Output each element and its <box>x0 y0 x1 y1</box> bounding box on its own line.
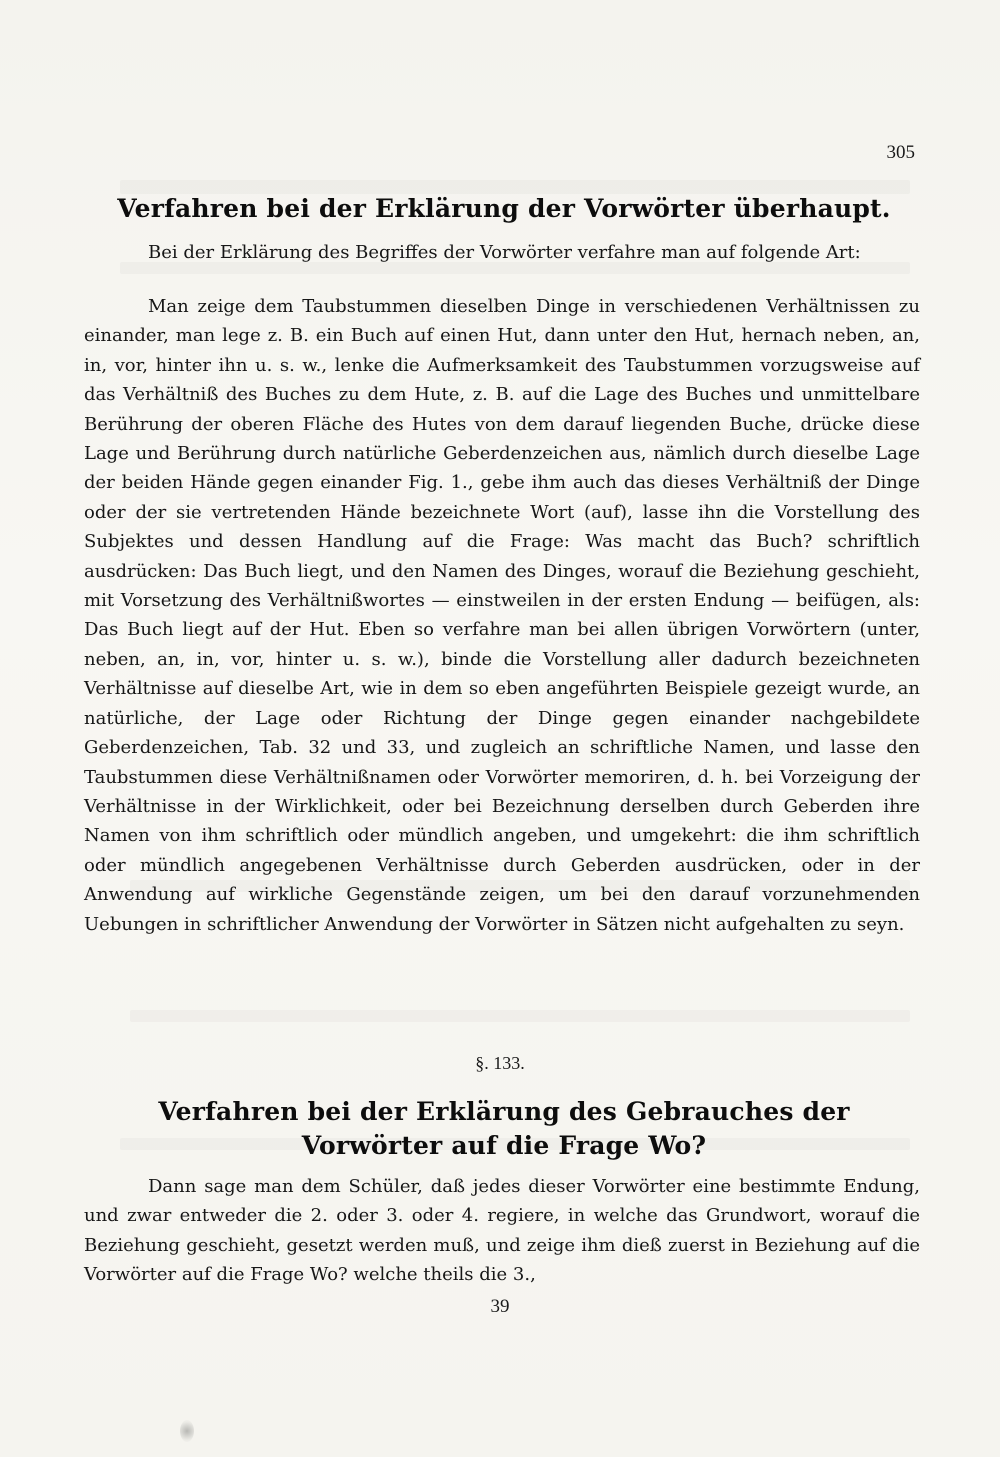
paragraph-continuation <box>84 1172 920 1290</box>
paragraph-text: Dann sage man dem Schüler, daß jedes dieser Vorwörter eine bestimmte Endung, und zwar entweder die 2. oder 3. oder 4. regiere, in welche das Grundwort, worauf die Beziehung geschieht, gesetzt werden muß, und zeige ihm dieß zuerst in Beziehung auf die Vorwörter auf die Frage Wo? welche theils die 3., <box>84 1176 920 1286</box>
paragraph-intro <box>84 238 920 267</box>
paragraph-main <box>84 292 920 939</box>
paragraph-text: Man zeige dem Taubstummen dieselben Dinge in verschiedenen Verhältnissen zu einander, man lege z. B. ein Buch auf einen Hut, dann unter den Hut, hernach neben, an, in, vor, hinter ihn u. s. w., lenke die Aufmerksamkeit des Taubstummen vorzugsweise auf das Verhältniß des Buches zu dem Hute, z. B. auf die Lage des Buches und unmittelbare Berührung der oberen Fläche des Hutes von dem darauf liegenden Buche, drücke diese Lage und Berührung durch natürliche Geberdenzeichen aus, nämlich durch dieselbe Lage der beiden Hände gegen einander Fig. 1., gebe ihm auch das dieses Verhältniß der Dinge oder der sie vertretenden Hände bezeichnete Wort (auf), lasse ihn die Vorstellung des Subjektes und dessen Handlung auf die Frage: Was macht das Buch? schriftlich ausdrücken: Das Buch liegt, und den Namen des Dinges, worauf die Beziehung geschieht, mit Vorsetzung des Verhältnißwortes — einstweilen in der ersten Endung — beifügen, als: Das Buch liegt auf der Hut. Eben so verfahre man bei allen übrigen Vorwörtern (unter, neben, an, in, vor, hinter u. s. w.), binde die Vorstellung aller dadurch bezeichneten Verhältnisse auf dieselbe Art, wie in dem so eben angeführten Beispiele gezeigt wurde, an natürliche, der Lage oder Richtung der Dinge gegen einander nachgebildete Geberdenzeichen, Tab. 32 und 33, und zugleich an schriftliche Namen, und lasse den Taubstummen diese Verhältnißnamen oder Vorwörter memoriren, d. h. bei Vorzeigung der Verhältnisse in der Wirklichkeit, oder bei Bezeichnung derselben durch Geberden ihre Namen von ihm schriftlich oder mündlich angeben, und umgekehrt: die ihm schriftlich oder mündlich angegebenen Verhältnisse durch Geberden ausdrücken, oder in der Anwendung auf wirkliche Gegenstände zeigen, um bei den darauf vorzunehmenden Uebungen in schriftlicher Anwendung der Vorwörter in Sätzen nicht aufgehalten zu seyn. <box>84 296 920 935</box>
section-heading: Verfahren bei der Erklärung der Vorwörter überhaupt. <box>117 194 891 223</box>
signature-mark: 39 <box>490 1296 510 1317</box>
page-number: 305 <box>886 142 915 163</box>
section-number: §. 133. <box>475 1053 525 1073</box>
bleed-through-line <box>130 1010 910 1022</box>
section-heading: Verfahren bei der Erklärung des Gebrauches der Vorwörter auf die Frage Wo? <box>158 1097 850 1160</box>
paragraph-text: Bei der Erklärung des Begriffes der Vorwörter verfahre man auf folgende Art: <box>148 242 861 263</box>
paper-speck <box>180 1420 194 1442</box>
